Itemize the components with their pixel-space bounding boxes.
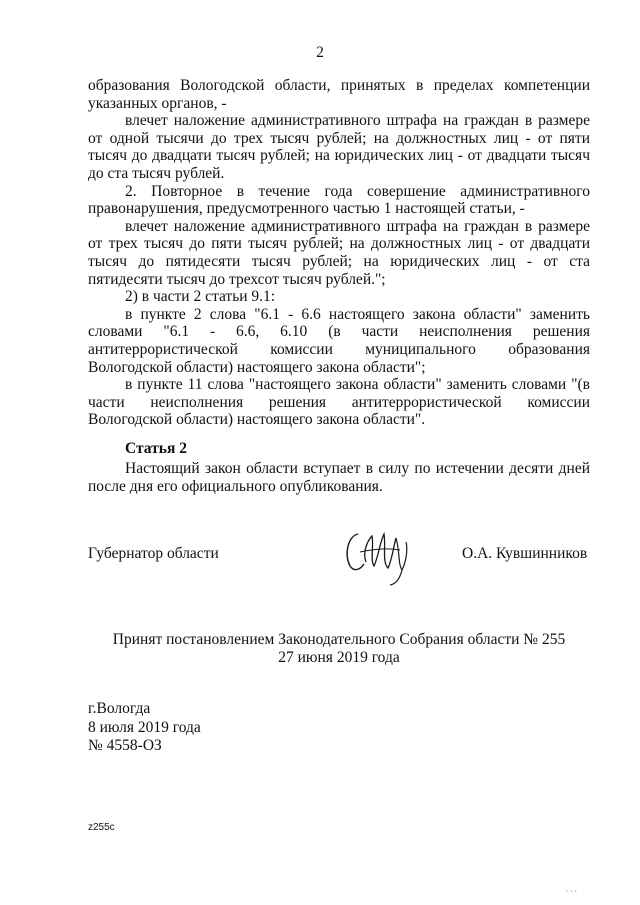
law-date: 8 июля 2019 года [88,718,201,736]
corner-mark: ⸱ ⸱ ⸱ [566,887,577,896]
governor-name: О.А. Кувшинников [462,545,588,562]
page-number: 2 [316,44,324,61]
law-number: № 4558-ОЗ [88,737,162,754]
city: г.Вологда [88,700,151,717]
body-paragraph-5: 2) в части 2 статьи 9.1: [125,288,276,306]
signature-image [340,522,415,587]
place-date-block [88,700,201,756]
adoption-note [88,631,590,667]
body-paragraph-3: 2. Повторное в течение года совершение административного правонарушения, предусмотренного частью 1 настоящей статьи, - [88,182,590,218]
governor-title: Губернатор области [88,545,219,562]
adoption-line-1: Принят постановлением Законодательного Собрания области № 255 [112,631,566,648]
body-paragraph-7: в пункте 11 слова "настоящего закона области" заменить словами "(в части неисполнения решения антитеррористической комиссии Вологодской области) настоящего закона области". [88,376,590,429]
body-paragraph-1: образования Вологодской области, принятых в пределах компетенции указанных органов, - [88,77,590,112]
body-paragraph-4: влечет наложение административного штрафа на граждан в размере от трех тысяч до пяти тысяч рублей; на должностных лиц - от двадцати тысяч до пятидесяти тысяч рублей; на юридических лиц - от ста пятидесяти тысяч до трехсот тысяч рублей."; [88,217,590,288]
footer-code: z255c [88,822,115,833]
document-body [88,77,590,429]
article-text: Настоящий закон области вступает в силу по истечении десяти дней после дня его официального опубликования. [88,460,590,495]
body-paragraph-6: в пункте 2 слова "6.1 - 6.6 настоящего закона области" заменить словами "6.1 - 6.6, 6.10 (в части неисполнения решения антитеррористической комиссии муниципального образования Вологодской области) настоящего закона области"; [88,305,590,376]
article-heading: Статья 2 [125,440,187,457]
adoption-line-2: 27 июня 2019 года [278,649,400,666]
body-paragraph-2: влечет наложение административного штрафа на граждан в размере от одной тысячи до трех тысяч рублей; на должностных лиц - от пяти тысяч до двадцати тысяч рублей; на юридических лиц - от двадцати тысяч до ста тысяч рублей. [88,112,590,182]
